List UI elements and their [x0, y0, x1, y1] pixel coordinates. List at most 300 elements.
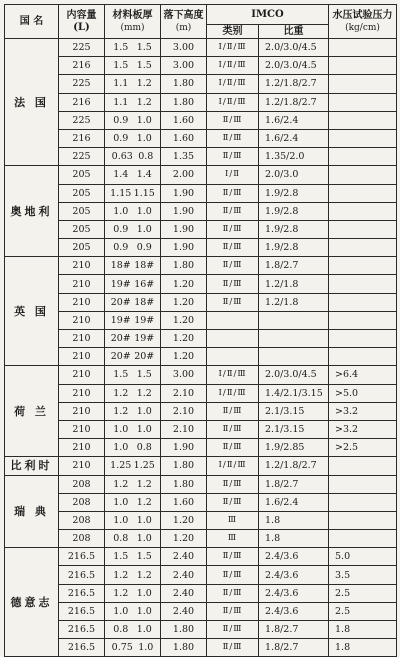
- thickness-cell: [105, 39, 161, 57]
- thickness-head: 1.5: [136, 369, 152, 381]
- thickness-head: 1.2: [136, 478, 152, 490]
- imco-sg-cell: 2.4/3.6: [259, 584, 329, 602]
- imco-class-cell: Ⅲ: [207, 530, 259, 548]
- drop-height-cell: 1.20: [161, 293, 207, 311]
- imco-sg-cell: 2.1/3.15: [259, 402, 329, 420]
- capacity-cell: 205: [59, 202, 105, 220]
- drop-height-cell: 2.10: [161, 420, 207, 438]
- capacity-cell: 205: [59, 220, 105, 238]
- thickness-cell: [105, 57, 161, 75]
- imco-sg-cell: 1.2/1.8/2.7: [259, 457, 329, 475]
- imco-class-cell: Ⅱ/Ⅲ: [207, 439, 259, 457]
- drop-height-cell: 1.80: [161, 457, 207, 475]
- header-drop-height: [161, 5, 207, 39]
- thickness-body: 18#: [110, 260, 131, 272]
- capacity-cell: 216.5: [59, 602, 105, 620]
- thickness-cell: [105, 257, 161, 275]
- table-row: [5, 439, 397, 457]
- imco-sg-cell: 2.0/3.0/4.5: [259, 57, 329, 75]
- thickness-cell: [105, 220, 161, 238]
- pressure-cell: [329, 39, 397, 57]
- pressure-cell: >6.4: [329, 366, 397, 384]
- table-row: [5, 457, 397, 475]
- drop-height-cell: 1.20: [161, 511, 207, 529]
- thickness-body: 0.9: [113, 114, 129, 126]
- imco-class-cell: Ⅱ/Ⅲ: [207, 402, 259, 420]
- thickness-cell: [105, 584, 161, 602]
- table-row: [5, 584, 397, 602]
- header-thickness: [105, 5, 161, 39]
- header-pressure-label: 水压试验压力: [332, 9, 393, 21]
- thickness-body: 1.0: [113, 442, 129, 454]
- capacity-cell: 210: [59, 439, 105, 457]
- table-row: [5, 348, 397, 366]
- drop-height-cell: 1.90: [161, 184, 207, 202]
- imco-class-cell: Ⅱ/Ⅲ: [207, 148, 259, 166]
- drop-height-cell: 1.20: [161, 530, 207, 548]
- imco-sg-cell: 1.4/2.1/3.15: [259, 384, 329, 402]
- thickness-head: 1.2: [136, 78, 152, 90]
- drop-height-cell: 1.20: [161, 330, 207, 348]
- thickness-cell: [105, 420, 161, 438]
- table-row: [5, 384, 397, 402]
- imco-sg-cell: 1.8: [259, 511, 329, 529]
- table-row: [5, 621, 397, 639]
- thickness-body: 1.5: [113, 60, 129, 72]
- capacity-cell: 208: [59, 530, 105, 548]
- table-row: [5, 311, 397, 329]
- imco-class-cell: Ⅲ: [207, 511, 259, 529]
- thickness-cell: [105, 402, 161, 420]
- imco-sg-cell: 1.9/2.8: [259, 239, 329, 257]
- thickness-body: 1.5: [113, 369, 129, 381]
- pressure-cell: 2.5: [329, 584, 397, 602]
- thickness-cell: [105, 602, 161, 620]
- pressure-cell: 3.5: [329, 566, 397, 584]
- thickness-head: 19#: [134, 314, 155, 326]
- header-imco-class: 类别: [207, 25, 259, 39]
- thickness-cell: [105, 184, 161, 202]
- imco-class-cell: Ⅰ/Ⅱ/Ⅲ: [207, 457, 259, 475]
- imco-class-cell: Ⅱ/Ⅲ: [207, 129, 259, 147]
- thickness-head: 1.4: [136, 169, 152, 181]
- drop-height-cell: 1.90: [161, 239, 207, 257]
- thickness-body: 20#: [110, 296, 131, 308]
- thickness-body: 0.75: [111, 642, 133, 654]
- drop-height-cell: 1.80: [161, 93, 207, 111]
- thickness-cell: [105, 202, 161, 220]
- thickness-head: 1.0: [136, 205, 152, 217]
- thickness-cell: [105, 530, 161, 548]
- imco-sg-cell: 1.6/2.4: [259, 129, 329, 147]
- table-row: [5, 39, 397, 57]
- pressure-cell: [329, 111, 397, 129]
- thickness-head: 1.2: [136, 387, 152, 399]
- capacity-cell: 208: [59, 511, 105, 529]
- imco-class-cell: [207, 348, 259, 366]
- drop-height-cell: 1.20: [161, 275, 207, 293]
- imco-class-cell: [207, 311, 259, 329]
- imco-sg-cell: 1.8/2.7: [259, 257, 329, 275]
- thickness-head: 0.9: [136, 242, 152, 254]
- imco-sg-cell: 1.2/1.8: [259, 293, 329, 311]
- thickness-body: 1.2: [113, 587, 129, 599]
- thickness-cell: [105, 93, 161, 111]
- table-row: [5, 148, 397, 166]
- drop-height-cell: 2.10: [161, 384, 207, 402]
- thickness-body: 20#: [110, 351, 131, 363]
- drop-height-cell: 1.90: [161, 220, 207, 238]
- drop-height-cell: 1.90: [161, 439, 207, 457]
- thickness-cell: [105, 330, 161, 348]
- capacity-cell: 210: [59, 330, 105, 348]
- imco-class-cell: Ⅱ/Ⅲ: [207, 493, 259, 511]
- imco-sg-cell: 2.0/3.0: [259, 166, 329, 184]
- thickness-body: 1.25: [110, 460, 132, 472]
- pressure-cell: [329, 293, 397, 311]
- thickness-cell: [105, 366, 161, 384]
- pressure-cell: 1.8: [329, 639, 397, 657]
- thickness-head: 18#: [134, 260, 155, 272]
- drop-height-cell: 1.60: [161, 129, 207, 147]
- capacity-cell: 216.5: [59, 566, 105, 584]
- table-row: [5, 548, 397, 566]
- pressure-cell: 1.8: [329, 621, 397, 639]
- imco-class-cell: Ⅱ/Ⅲ: [207, 639, 259, 657]
- imco-sg-cell: 1.2/1.8: [259, 275, 329, 293]
- imco-sg-cell: [259, 311, 329, 329]
- country-cell: 法 国: [5, 39, 59, 166]
- table-row: [5, 184, 397, 202]
- header-thickness-label: 材料板厚: [112, 9, 153, 21]
- pressure-cell: [329, 75, 397, 93]
- table-row: [5, 530, 397, 548]
- table-body: [5, 39, 397, 657]
- imco-sg-cell: 1.2/1.8/2.7: [259, 75, 329, 93]
- thickness-head: 1.25: [133, 460, 155, 472]
- capacity-cell: 210: [59, 311, 105, 329]
- header-country: 国 名: [5, 5, 59, 39]
- pressure-cell: [329, 257, 397, 275]
- capacity-cell: 210: [59, 275, 105, 293]
- pressure-cell: 2.5: [329, 602, 397, 620]
- capacity-cell: 205: [59, 184, 105, 202]
- pressure-cell: [329, 311, 397, 329]
- imco-class-cell: Ⅱ/Ⅲ: [207, 239, 259, 257]
- capacity-cell: 210: [59, 257, 105, 275]
- thickness-body: 1.15: [110, 187, 132, 199]
- drop-height-cell: 2.40: [161, 548, 207, 566]
- header-imco-sg: 比重: [259, 25, 329, 39]
- pressure-cell: >3.2: [329, 420, 397, 438]
- imco-class-cell: Ⅰ/Ⅱ/Ⅲ: [207, 57, 259, 75]
- imco-sg-cell: 1.8: [259, 530, 329, 548]
- country-cell: 奥地利: [5, 166, 59, 257]
- thickness-body: 1.2: [113, 387, 129, 399]
- imco-sg-cell: 1.9/2.8: [259, 184, 329, 202]
- pressure-cell: [329, 184, 397, 202]
- thickness-head: 1.0: [136, 605, 152, 617]
- pressure-cell: [329, 202, 397, 220]
- imco-sg-cell: 2.1/3.15: [259, 420, 329, 438]
- imco-class-cell: Ⅱ/Ⅲ: [207, 257, 259, 275]
- table-row: [5, 420, 397, 438]
- imco-class-cell: Ⅱ/Ⅲ: [207, 293, 259, 311]
- country-cell: 英 国: [5, 257, 59, 366]
- imco-class-cell: Ⅱ/Ⅲ: [207, 220, 259, 238]
- capacity-cell: 225: [59, 111, 105, 129]
- imco-sg-cell: [259, 348, 329, 366]
- pressure-cell: >3.2: [329, 402, 397, 420]
- thickness-cell: [105, 75, 161, 93]
- thickness-cell: [105, 457, 161, 475]
- imco-class-cell: Ⅱ/Ⅲ: [207, 275, 259, 293]
- header-drop-unit: (m): [175, 22, 192, 33]
- thickness-body: 1.2: [113, 405, 129, 417]
- thickness-head: 1.0: [136, 405, 152, 417]
- pressure-cell: 5.0: [329, 548, 397, 566]
- table-row: [5, 220, 397, 238]
- thickness-head: 18#: [134, 296, 155, 308]
- thickness-body: 1.1: [113, 96, 129, 108]
- imco-sg-cell: 2.0/3.0/4.5: [259, 39, 329, 57]
- drop-height-cell: 2.00: [161, 166, 207, 184]
- header-pressure-unit: (kg/cm): [345, 22, 380, 33]
- thickness-cell: [105, 493, 161, 511]
- thickness-body: 1.0: [113, 205, 129, 217]
- drop-height-cell: 1.60: [161, 111, 207, 129]
- header-thickness-unit: (mm): [120, 22, 145, 33]
- thickness-head: 1.2: [136, 569, 152, 581]
- thickness-head: 0.8: [138, 151, 154, 163]
- thickness-body: 0.63: [111, 151, 133, 163]
- capacity-cell: 210: [59, 293, 105, 311]
- imco-sg-cell: 1.8/2.7: [259, 639, 329, 657]
- thickness-head: 1.0: [136, 223, 152, 235]
- table-header: [5, 5, 397, 39]
- drum-spec-table: [4, 4, 397, 657]
- drop-height-cell: 1.80: [161, 257, 207, 275]
- thickness-cell: [105, 439, 161, 457]
- thickness-head: 1.5: [136, 551, 152, 563]
- thickness-cell: [105, 275, 161, 293]
- pressure-cell: [329, 457, 397, 475]
- capacity-cell: 225: [59, 39, 105, 57]
- table-row: [5, 239, 397, 257]
- thickness-cell: [105, 293, 161, 311]
- capacity-cell: 216.5: [59, 621, 105, 639]
- imco-sg-cell: 2.4/3.6: [259, 548, 329, 566]
- imco-class-cell: Ⅰ/Ⅱ/Ⅲ: [207, 93, 259, 111]
- imco-sg-cell: 1.6/2.4: [259, 111, 329, 129]
- imco-sg-cell: 2.4/3.6: [259, 566, 329, 584]
- capacity-cell: 216: [59, 129, 105, 147]
- table-row: [5, 93, 397, 111]
- country-cell: 瑞 典: [5, 475, 59, 548]
- table-row: [5, 639, 397, 657]
- table-row: [5, 166, 397, 184]
- drop-height-cell: 1.20: [161, 348, 207, 366]
- imco-class-cell: Ⅱ/Ⅲ: [207, 548, 259, 566]
- thickness-body: 1.2: [113, 569, 129, 581]
- thickness-body: 1.0: [113, 514, 129, 526]
- thickness-head: 1.0: [136, 624, 152, 636]
- thickness-body: 0.8: [113, 624, 129, 636]
- capacity-cell: 225: [59, 75, 105, 93]
- drop-height-cell: 1.80: [161, 621, 207, 639]
- thickness-body: 1.0: [113, 496, 129, 508]
- thickness-cell: [105, 239, 161, 257]
- thickness-head: 20#: [134, 351, 155, 363]
- header-pressure: [329, 5, 397, 39]
- drop-height-cell: 1.20: [161, 311, 207, 329]
- country-cell: 比利时: [5, 457, 59, 475]
- thickness-cell: [105, 621, 161, 639]
- thickness-head: 19#: [134, 333, 155, 345]
- capacity-cell: 210: [59, 420, 105, 438]
- thickness-head: 16#: [134, 278, 155, 290]
- drop-height-cell: 3.00: [161, 39, 207, 57]
- imco-class-cell: Ⅱ/Ⅲ: [207, 621, 259, 639]
- table-row: [5, 475, 397, 493]
- thickness-body: 19#: [110, 314, 131, 326]
- capacity-cell: 216.5: [59, 584, 105, 602]
- imco-class-cell: Ⅱ/Ⅲ: [207, 420, 259, 438]
- thickness-head: 1.0: [136, 133, 152, 145]
- imco-sg-cell: 1.35/2.0: [259, 148, 329, 166]
- pressure-cell: [329, 148, 397, 166]
- drop-height-cell: 3.00: [161, 366, 207, 384]
- thickness-cell: [105, 348, 161, 366]
- table-row: [5, 57, 397, 75]
- thickness-body: 1.5: [113, 42, 129, 54]
- imco-sg-cell: 1.2/1.8/2.7: [259, 93, 329, 111]
- table-row: [5, 129, 397, 147]
- thickness-cell: [105, 129, 161, 147]
- pressure-cell: [329, 239, 397, 257]
- imco-class-cell: Ⅱ/Ⅲ: [207, 566, 259, 584]
- capacity-cell: 216.5: [59, 639, 105, 657]
- table-row: [5, 257, 397, 275]
- pressure-cell: [329, 57, 397, 75]
- imco-sg-cell: [259, 330, 329, 348]
- table-row: [5, 111, 397, 129]
- thickness-cell: [105, 166, 161, 184]
- capacity-cell: 210: [59, 348, 105, 366]
- imco-sg-cell: 1.9/2.8: [259, 220, 329, 238]
- thickness-head: 1.15: [133, 187, 155, 199]
- drop-height-cell: 2.40: [161, 584, 207, 602]
- drop-height-cell: 2.40: [161, 566, 207, 584]
- thickness-body: 1.4: [113, 169, 129, 181]
- thickness-body: 0.9: [113, 133, 129, 145]
- thickness-cell: [105, 548, 161, 566]
- thickness-body: 1.2: [113, 478, 129, 490]
- imco-sg-cell: 1.9/2.8: [259, 202, 329, 220]
- imco-sg-cell: 2.4/3.6: [259, 602, 329, 620]
- header-imco: IMCO: [207, 5, 329, 25]
- table-row: [5, 366, 397, 384]
- imco-sg-cell: 1.9/2.85: [259, 439, 329, 457]
- capacity-cell: 216.5: [59, 548, 105, 566]
- drop-height-cell: 3.00: [161, 57, 207, 75]
- drop-height-cell: 1.35: [161, 148, 207, 166]
- country-cell: 荷 兰: [5, 366, 59, 457]
- thickness-body: 0.9: [113, 223, 129, 235]
- thickness-cell: [105, 311, 161, 329]
- table-row: [5, 330, 397, 348]
- thickness-head: 1.2: [136, 96, 152, 108]
- capacity-cell: 210: [59, 366, 105, 384]
- imco-sg-cell: 1.6/2.4: [259, 493, 329, 511]
- imco-class-cell: Ⅰ/Ⅱ/Ⅲ: [207, 384, 259, 402]
- thickness-cell: [105, 475, 161, 493]
- thickness-body: 1.0: [113, 605, 129, 617]
- imco-class-cell: Ⅰ/Ⅱ/Ⅲ: [207, 39, 259, 57]
- thickness-head: 1.0: [136, 533, 152, 545]
- thickness-body: 0.9: [113, 242, 129, 254]
- thickness-cell: [105, 639, 161, 657]
- table-row: [5, 493, 397, 511]
- table-row: [5, 511, 397, 529]
- table-row: [5, 602, 397, 620]
- thickness-body: 1.5: [113, 551, 129, 563]
- pressure-cell: [329, 93, 397, 111]
- pressure-cell: >2.5: [329, 439, 397, 457]
- imco-sg-cell: 1.8/2.7: [259, 475, 329, 493]
- pressure-cell: [329, 493, 397, 511]
- capacity-cell: 210: [59, 457, 105, 475]
- thickness-body: 20#: [110, 333, 131, 345]
- drop-height-cell: 1.80: [161, 639, 207, 657]
- imco-class-cell: Ⅱ/Ⅲ: [207, 202, 259, 220]
- country-cell: 德意志: [5, 548, 59, 657]
- header-drop-label: 落下高度: [163, 9, 204, 21]
- pressure-cell: [329, 330, 397, 348]
- capacity-cell: 208: [59, 475, 105, 493]
- header-capacity: [59, 5, 105, 39]
- drop-height-cell: 1.60: [161, 493, 207, 511]
- table-row: [5, 75, 397, 93]
- imco-sg-cell: 2.0/3.0/4.5: [259, 366, 329, 384]
- thickness-cell: [105, 511, 161, 529]
- drop-height-cell: 1.90: [161, 202, 207, 220]
- capacity-cell: 210: [59, 384, 105, 402]
- thickness-head: 1.0: [136, 587, 152, 599]
- pressure-cell: [329, 511, 397, 529]
- capacity-cell: 210: [59, 402, 105, 420]
- imco-class-cell: Ⅱ/Ⅲ: [207, 602, 259, 620]
- capacity-cell: 208: [59, 493, 105, 511]
- thickness-cell: [105, 384, 161, 402]
- pressure-cell: [329, 220, 397, 238]
- table-row: [5, 566, 397, 584]
- imco-class-cell: Ⅱ/Ⅲ: [207, 111, 259, 129]
- pressure-cell: [329, 275, 397, 293]
- drum-spec-sheet: [4, 4, 396, 657]
- capacity-cell: 225: [59, 148, 105, 166]
- imco-class-cell: Ⅰ/Ⅱ/Ⅲ: [207, 366, 259, 384]
- imco-class-cell: Ⅱ/Ⅲ: [207, 475, 259, 493]
- thickness-head: 1.5: [136, 42, 152, 54]
- thickness-body: 1.0: [113, 424, 129, 436]
- thickness-head: 1.5: [136, 60, 152, 72]
- imco-class-cell: Ⅰ/Ⅱ/Ⅲ: [207, 75, 259, 93]
- pressure-cell: [329, 475, 397, 493]
- capacity-cell: 205: [59, 166, 105, 184]
- thickness-head: 1.0: [136, 424, 152, 436]
- thickness-cell: [105, 111, 161, 129]
